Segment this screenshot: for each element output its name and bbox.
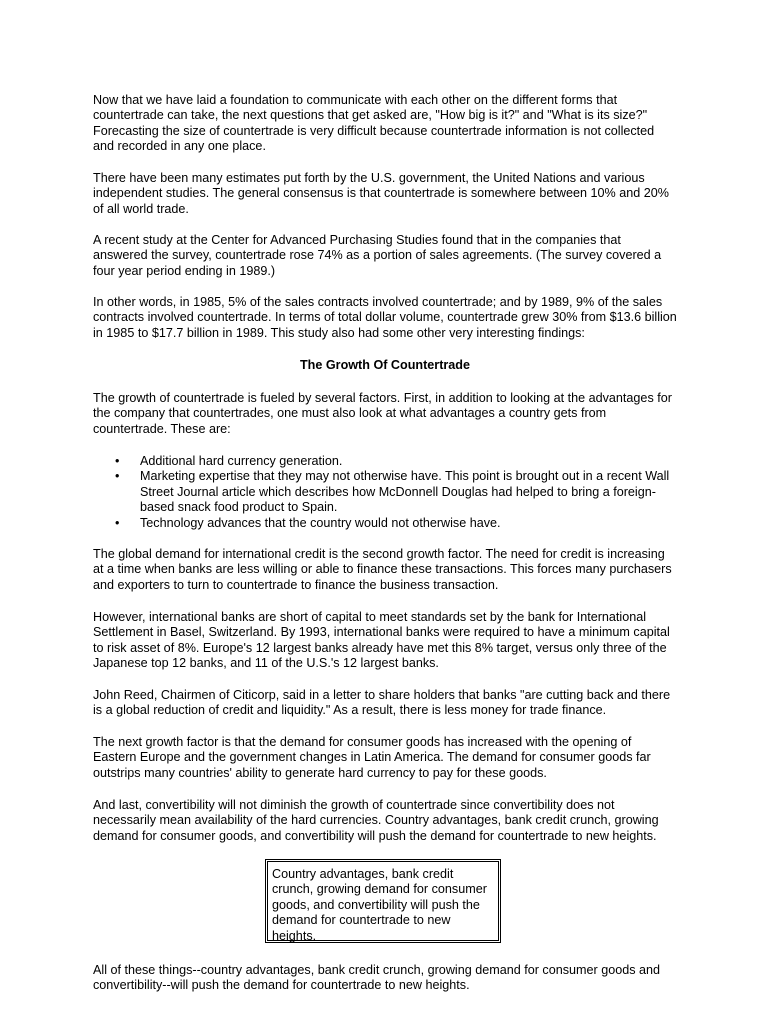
paragraph-conclusion: All of these things--country advantages, bank credit crunch, growing demand for consumer goods and convertibility--will push the demand for countertrade to new heights. <box>93 963 661 993</box>
paragraph-findings: In other words, in 1985, 5% of the sales contracts involved countertrade; and by 1989, 9% of the sales contracts involved countertrade. In terms of total dollar volume, countertrade grew 30% from $13.6 billion in 1985 to $17.7 billion in 1989. This study also had some other very interesting findings: <box>93 295 677 340</box>
bullet-icon: • <box>115 454 120 468</box>
list-item: • Technology advances that the country would not otherwise have. <box>115 515 501 530</box>
list-item: • Additional hard currency generation. <box>115 454 343 468</box>
paragraph-growth-factors: The growth of countertrade is fueled by several factors. First, in addition to looking at the advantages for the company that countertrades, one must also look at what advantages a country gets from countertrade. These are: <box>93 391 672 436</box>
bullet-icon: • <box>115 469 120 484</box>
list-item: • Marketing expertise that they may not otherwise have. This point is brought out in a recent Wall Street Journal article which describes how McDonnell Douglas had helped to bring a foreign-based snack food product to Spain. <box>115 469 670 515</box>
advantages-list <box>93 454 677 531</box>
paragraph-banks-capital: However, international banks are short of capital to meet standards set by the bank for International Settlement in Basel, Switzerland. By 1993, international banks were required to have a minimum capital to risk asset of 8%. Europe's 12 largest banks already have met this 8% target, versus only three of the Japanese top 12 banks, and 11 of the U.S.'s 12 largest banks. <box>93 610 670 671</box>
paragraph-intro: Now that we have laid a foundation to communicate with each other on the different forms that countertrade can take, the next questions that get asked are, "How big is it?" and "What is its size?" Forecasting the size of countertrade is very difficult because countertrade information is not collected and recorded in any one place. <box>93 93 655 154</box>
paragraph-convertibility: And last, convertibility will not diminish the growth of countertrade since convertibility does not necessarily mean availability of the hard currencies. Country advantages, bank credit crunch, growing demand for consumer goods, and convertibility will push the demand for countertrade to new heights. <box>93 798 659 843</box>
paragraph-john-reed: John Reed, Chairmen of Citicorp, said in a letter to share holders that banks "are cutting back and there is a global reduction of credit and liquidity." As a result, there is less money for trade finance. <box>93 688 671 718</box>
bullet-icon: • <box>115 515 120 530</box>
paragraph-study: A recent study at the Center for Advanced Purchasing Studies found that in the companies that answered the survey, countertrade rose 74% as a portion of sales agreements. (The survey covered a four year period ending in 1989.) <box>93 233 662 278</box>
pull-quote-text: Country advantages, bank credit crunch, growing demand for consumer goods, and convertibility will push the demand for countertrade to new heights. <box>272 867 487 943</box>
paragraph-consumer-goods: The next growth factor is that the demand for consumer goods has increased with the opening of Eastern Europe and the government changes in Latin America. The demand for consumer goods far outstrips many countries' ability to generate hard currency to pay for these goods. <box>93 735 651 780</box>
pull-quote-box <box>265 859 501 943</box>
paragraph-estimates: There have been many estimates put forth by the U.S. government, the United Nations and various independent studies. The general consensus is that countertrade is somewhere between 10% and 20% of all world trade. <box>93 171 669 216</box>
paragraph-credit-demand: The global demand for international credit is the second growth factor. The need for credit is increasing at a time when banks are less willing or able to finance these transactions. This forces many purchasers and exporters to turn to countertrade to finance the business transaction. <box>93 547 672 592</box>
section-heading: The Growth Of Countertrade <box>299 358 470 372</box>
